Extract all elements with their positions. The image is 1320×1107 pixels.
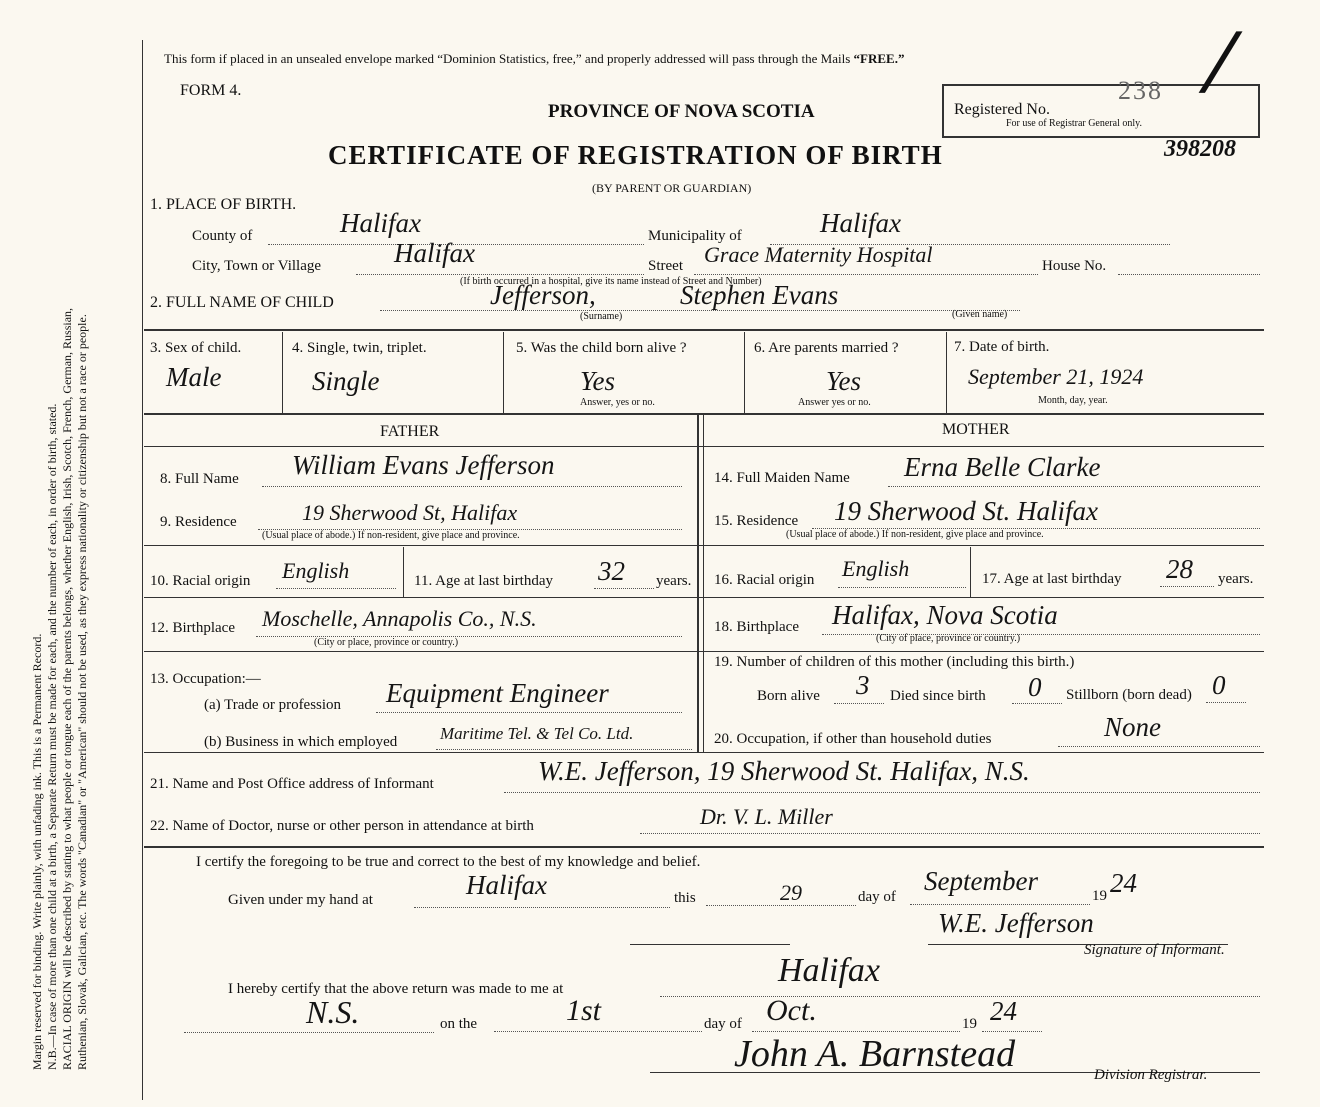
father-racial-rule xyxy=(276,588,396,589)
dob-label: 7. Date of birth. xyxy=(954,339,1050,355)
municipality-value: Halifax xyxy=(820,208,901,238)
father-residence-value: 19 Sherwood St, Halifax xyxy=(302,500,518,525)
died-rule xyxy=(1012,703,1062,704)
house-rule xyxy=(1118,274,1260,275)
mother-origin-divider xyxy=(970,547,971,597)
certify-text: I certify the foregoing to be true and correct to the best of my knowledge and belief. xyxy=(196,854,701,870)
registrar-place: Halifax xyxy=(778,952,880,989)
father-age-years: years. xyxy=(656,573,692,589)
signature-caption: Signature of Informant. xyxy=(1084,942,1225,958)
multiplicity-value: Single xyxy=(312,366,380,396)
informant-value: W.E. Jefferson, 19 Sherwood St. Halifax, N.S. xyxy=(538,756,1030,786)
city-label: City, Town or Village xyxy=(192,258,322,274)
street-label: Street xyxy=(648,258,683,274)
registered-number: 238 xyxy=(1118,76,1163,105)
year-prefix: 19 xyxy=(1092,888,1107,904)
occupation-label: 13. Occupation:— xyxy=(150,671,261,687)
sex-label: 3. Sex of child. xyxy=(150,340,242,356)
doctor-rule xyxy=(640,833,1260,834)
mother-residence-caption: (Usual place of abode.) If non-resident, give place and province. xyxy=(786,529,1044,540)
parents-heading-rule xyxy=(144,446,1264,447)
row-rule-5 xyxy=(144,846,1264,848)
died-label: Died since birth xyxy=(890,688,986,704)
month-rule xyxy=(910,904,1090,905)
mother-name-rule xyxy=(888,486,1260,487)
binding-note: Margin reserved for binding. Write plainly, with unfading ink. This is a Permanent Record. xyxy=(30,633,44,1070)
row-rule-3 xyxy=(144,651,1264,652)
mother-occupation-label: 20. Occupation, if other than household duties xyxy=(714,731,992,747)
parents-center-rule-2 xyxy=(703,415,704,753)
father-heading: FATHER xyxy=(380,423,440,440)
margin-rule xyxy=(142,40,143,1100)
certificate-subtitle: (BY PARENT OR GUARDIAN) xyxy=(592,181,752,195)
mother-racial-value: English xyxy=(842,556,910,581)
father-racial-value: English xyxy=(282,558,350,583)
corner-mark: / xyxy=(1194,10,1248,112)
informant-rule xyxy=(504,792,1260,793)
mother-age-years: years. xyxy=(1218,571,1254,587)
alive-label: 5. Was the child born alive ? xyxy=(516,340,687,356)
surname-caption: (Surname) xyxy=(580,311,623,322)
mother-birthplace-caption: (City of place, province or country.) xyxy=(876,633,1021,644)
mother-occupation-value: None xyxy=(1104,712,1161,742)
details-divider-2 xyxy=(503,332,504,414)
cert-year: 24 xyxy=(1110,868,1137,898)
business-value: Maritime Tel. & Tel Co. Ltd. xyxy=(440,724,634,743)
blank-signature-rule xyxy=(630,944,790,945)
mail-notice-text: This form if placed in an unsealed envelope marked “Dominion Statistics, free,” and properly addressed will pass through the Mails xyxy=(164,51,854,66)
died-value: 0 xyxy=(1028,672,1042,702)
father-age-rule xyxy=(594,588,654,589)
stamp-number: 398208 xyxy=(1164,136,1236,162)
mother-racial-label: 16. Racial origin xyxy=(714,572,815,588)
mail-notice xyxy=(164,51,904,67)
born-alive-label: Born alive xyxy=(757,688,820,704)
registrar-use-note: For use of Registrar General only. xyxy=(1006,118,1142,129)
parents-top-rule xyxy=(144,413,1264,415)
street-value: Grace Maternity Hospital xyxy=(704,242,933,267)
married-caption: Answer yes or no. xyxy=(798,397,871,408)
hospital-note: (If birth occurred in a hospital, give its name instead of Street and Number) xyxy=(460,276,762,287)
father-residence-label: 9. Residence xyxy=(160,514,237,530)
mother-age-value: 28 xyxy=(1166,554,1193,584)
registrar-place-rule xyxy=(660,996,1260,997)
informant-signature: W.E. Jefferson xyxy=(938,908,1094,938)
trade-rule xyxy=(376,712,682,713)
alive-caption: Answer, yes or no. xyxy=(580,397,655,408)
mother-occupation-rule xyxy=(1058,746,1260,747)
father-age-label: 11. Age at last birthday xyxy=(414,573,553,589)
business-rule xyxy=(436,749,692,750)
mother-residence-value: 19 Sherwood St. Halifax xyxy=(834,496,1098,526)
house-label: House No. xyxy=(1042,258,1107,274)
stillborn-rule xyxy=(1206,702,1246,703)
row-rule-1 xyxy=(144,545,1264,546)
trade-value: Equipment Engineer xyxy=(386,678,609,708)
side-margin-text xyxy=(30,70,90,1070)
form-number: FORM 4. xyxy=(180,82,242,99)
father-racial-label: 10. Racial origin xyxy=(150,573,251,589)
given-place: Halifax xyxy=(466,870,547,900)
nb-note: N.B.—In case of more than one child at a birth, a Separate Return must be made for each, and the number of each, in order of birth, stated. xyxy=(45,403,59,1070)
father-birthplace-caption: (City or place, province or country.) xyxy=(314,637,459,648)
reg-year-prefix: 19 xyxy=(962,1016,977,1032)
registrar-certify: I hereby certify that the above return was made to me at xyxy=(228,981,564,997)
alive-value: Yes xyxy=(580,366,616,396)
details-divider-1 xyxy=(282,332,283,414)
city-value: Halifax xyxy=(394,238,475,268)
registrar-month: Oct. xyxy=(766,994,817,1027)
child-surname: Jefferson, xyxy=(490,280,596,310)
given-caption: (Given name) xyxy=(952,309,1008,320)
racial-note-1: RACIAL ORIGIN will be described by stating to what people or tongue each of the parents belongs, whether English, Irish, Scotch, French, German, Russian, xyxy=(60,307,74,1070)
municipality-label: Municipality of xyxy=(648,228,742,244)
cert-day: 29 xyxy=(780,880,802,905)
reg-day-of-label: day of xyxy=(704,1016,742,1032)
stillborn-label: Stillborn (born dead) xyxy=(1066,687,1192,703)
father-birthplace-value: Moschelle, Annapolis Co., N.S. xyxy=(262,606,537,631)
on-the-label: on the xyxy=(440,1016,478,1032)
city-rule xyxy=(356,274,644,275)
cert-month: September xyxy=(924,866,1038,896)
married-label: 6. Are parents married ? xyxy=(754,340,899,356)
day-of-label: day of xyxy=(858,889,896,905)
county-value: Halifax xyxy=(340,208,421,238)
doctor-value: Dr. V. L. Miller xyxy=(700,804,833,829)
sex-value: Male xyxy=(166,362,222,392)
trade-label: (a) Trade or profession xyxy=(204,697,342,713)
multiplicity-label: 4. Single, twin, triplet. xyxy=(292,340,427,356)
born-alive-value: 3 xyxy=(856,670,870,700)
registrar-day: 1st xyxy=(566,994,602,1027)
mother-heading: MOTHER xyxy=(942,421,1010,438)
registrar-caption: Division Registrar. xyxy=(1094,1067,1208,1083)
details-divider-3 xyxy=(744,332,745,414)
given-place-rule xyxy=(414,907,670,908)
row-rule-2 xyxy=(144,597,1264,598)
child-name-label: 2. FULL NAME OF CHILD xyxy=(150,294,334,311)
business-label: (b) Business in which employed xyxy=(204,734,398,750)
mother-birthplace-label: 18. Birthplace xyxy=(714,619,799,635)
father-name-label: 8. Full Name xyxy=(160,471,239,487)
row-rule-4 xyxy=(144,752,1264,753)
mother-name-label: 14. Full Maiden Name xyxy=(714,470,850,486)
doctor-label: 22. Name of Doctor, nurse or other person in attendance at birth xyxy=(150,818,534,834)
registered-label: Registered No. xyxy=(954,101,1050,118)
stillborn-value: 0 xyxy=(1212,670,1226,700)
street-rule xyxy=(694,274,1038,275)
mother-age-rule xyxy=(1160,586,1214,587)
father-origin-divider xyxy=(403,547,404,597)
informant-label: 21. Name and Post Office address of Informant xyxy=(150,776,434,792)
registrar-signature: John A. Barnstead xyxy=(734,1033,1016,1075)
married-value: Yes xyxy=(826,366,862,396)
mail-notice-free: “FREE.” xyxy=(853,51,905,66)
given-label: Given under my hand at xyxy=(228,892,373,908)
province-heading: PROVINCE OF NOVA SCOTIA xyxy=(548,101,815,122)
child-given-name: Stephen Evans xyxy=(680,280,839,310)
registrar-place2: N.S. xyxy=(306,994,360,1030)
county-label: County of xyxy=(192,228,253,244)
born-alive-rule xyxy=(834,703,884,704)
place-of-birth-heading: 1. PLACE OF BIRTH. xyxy=(150,196,297,213)
mother-birthplace-value: Halifax, Nova Scotia xyxy=(832,600,1058,630)
dob-caption: Month, day, year. xyxy=(1038,395,1108,406)
father-name-rule xyxy=(262,486,682,487)
father-age-value: 32 xyxy=(598,556,625,586)
details-top-rule xyxy=(144,329,1264,331)
registrar-place2-rule xyxy=(184,1032,434,1033)
parents-center-rule xyxy=(697,415,699,753)
details-divider-4 xyxy=(946,332,947,414)
father-birthplace-label: 12. Birthplace xyxy=(150,620,235,636)
mother-racial-rule xyxy=(838,587,966,588)
reg-day-rule xyxy=(494,1031,702,1032)
mother-age-label: 17. Age at last birthday xyxy=(982,571,1122,587)
this-label: this xyxy=(674,890,696,906)
racial-note-2: Ruthenian, Slovak, Galician, etc. The words "Canadian" or "American" should not be used, as they express nationality or citizenship but not a race or people. xyxy=(75,314,89,1070)
dob-value: September 21, 1924 xyxy=(968,364,1144,389)
registrar-year: 24 xyxy=(990,996,1017,1026)
father-residence-caption: (Usual place of abode.) If non-resident, give place and province. xyxy=(262,530,520,541)
children-label: 19. Number of children of this mother (including this birth.) xyxy=(714,654,1075,670)
certificate-title: CERTIFICATE OF REGISTRATION OF BIRTH xyxy=(328,140,943,170)
father-name-value: William Evans Jefferson xyxy=(292,450,555,480)
mother-residence-label: 15. Residence xyxy=(714,513,799,529)
mother-name-value: Erna Belle Clarke xyxy=(904,452,1101,482)
